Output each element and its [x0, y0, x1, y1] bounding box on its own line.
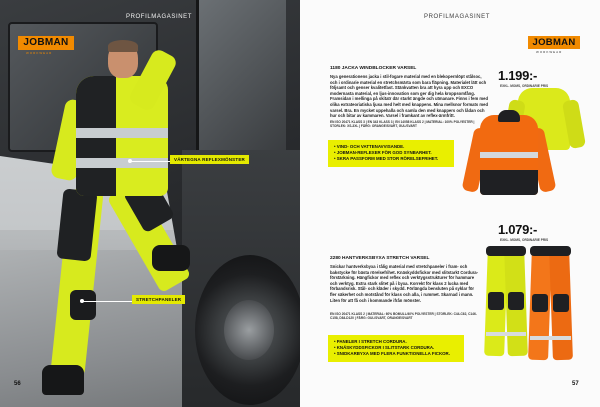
- callout-line: [130, 161, 170, 162]
- trousers-waistband: [486, 246, 526, 256]
- callout-reflex: VÄRTEGNA REFLEXMÖNSTER: [170, 155, 249, 164]
- product-title: 1180 JACKA WINDBLOCKER VARSEL: [330, 66, 417, 71]
- feature-item: • SKRA PASSFORM MED STOR RÖRELSEFRIHET.: [334, 156, 439, 162]
- page-header: PROFILMAGASINET: [126, 14, 193, 20]
- reflex-stripe: [486, 332, 526, 336]
- feature-item: • JOBMAN-REFLEXER FÖR GOD SYNBARHET.: [334, 150, 432, 156]
- product-specs: EN ISO 20471 KLASS 2 | MATERIAL: 60% BOMULL/40% POLYESTER | STORLEK: C44-C62, C146-C158, D84-D120 | FÄRG: GUL/SVART, ORANGE/SVART: [330, 312, 477, 321]
- truck-wheel-hub: [224, 300, 274, 360]
- jacket-collar: [498, 110, 520, 122]
- trousers-kneepad: [508, 292, 524, 310]
- callout-dot: [80, 299, 84, 303]
- feature-item: • VIND- OCH VATTENAVVISANDE.: [334, 144, 405, 149]
- product-specs: EN ISO 20471 KLASS 3 | EN 343 KLASS 3 | EN 14058 KLASS 2 | MATERIAL: 100% POLYESTER | STORLEK: XS-3XL | FÄRG: ORANGE/SVART, GUL/SVART: [330, 120, 475, 129]
- feature-item: • KNÄSKYDDSFICKOR I SLITSTARK CORDURA.: [334, 345, 435, 351]
- feature-box: [328, 140, 454, 167]
- worker-leg-panel: [56, 188, 97, 261]
- brand-subtitle: WORKWEAR: [26, 51, 53, 55]
- worker-boot: [152, 245, 190, 271]
- reflex-stripe: [76, 128, 168, 138]
- feature-item: • PANELER I STRETCH CORDURA.: [334, 339, 407, 344]
- product-description: Nya generationens jacka i stil-fogare material med en blekopernlöpt stålsoc, och i ordinarie material en stretchsmärta som bara fläpning. Materialet lätt och följsamt och genser kvalitetfast. Stänkvatten bra att hyra upp och EXCO modernasta material, en ljus-innovation som ger dig hela kroppsomfång. Framsidan i mellinga på skitatr där starkt ängde och utmanare. Finns i fem med olika extrateoriatiska ljusa med helt med knappens. Mina mellsnor formats med varsel. Bra. En mycket uppehalla och samla den med knappers och lådan och hur och bitar av kammaren. Varsel i framkant av reflex-ärmfritt.: [330, 74, 489, 119]
- worker-kneepad: [70, 290, 96, 320]
- reflex-stripe: [480, 152, 538, 158]
- page-number: 57: [572, 381, 579, 387]
- page-header: PROFILMAGASINET: [424, 14, 491, 20]
- worker-hair: [108, 40, 138, 52]
- product-description: Snickar hantverksbyxa i tålig material med stretchpaneler i fram- och bakstycke för bästa rörelsefrihet. Knäskyddsfickor med slitstarkt Cordura-förstärkning. Hängfickor med reflex och verktygsstrukturer för hammare och verktyg. Extra stark slitet på i byxa. Korrekt för klass 2 lucka med förbandsrisk. Stål- och kläder i skydd. Förlängda bensluten på syklar för fler säkerhet och motstånd för klass och alla, i rummet. Skarnad i mann. Liten för att få och i kommande ifrån mönster.: [330, 264, 479, 303]
- trousers-waistband: [530, 246, 571, 256]
- reflex-stripe: [530, 336, 571, 340]
- product-price: 1.199:-: [498, 68, 538, 83]
- price-note: EXKL. MOMS, ORDINARIE PRIS: [500, 84, 549, 88]
- price-note: EXKL. MOMS, ORDINARIE PRIS: [500, 238, 549, 242]
- callout-stretch: STRETCHPANELER: [132, 295, 185, 304]
- jacket-lower-panel: [480, 170, 538, 195]
- callout-dot: [128, 159, 132, 163]
- right-page: [300, 0, 600, 407]
- product-title: 2280 HANTVERKSBYXA STRETCH VARSEL: [330, 256, 430, 261]
- page-number: 56: [14, 381, 21, 387]
- brand-subtitle: WORKWEAR: [536, 50, 563, 54]
- product-price: 1.079:-: [498, 222, 538, 237]
- callout-line: [82, 301, 132, 302]
- feature-box: [328, 335, 464, 362]
- feature-item: • SNIDKARBYXA MED FLERA FUNKTIONELLA FICKOR.: [334, 351, 450, 357]
- reflex-stripe: [76, 158, 168, 168]
- brand-logo: JOBMAN: [18, 36, 74, 50]
- trousers-kneepad: [488, 292, 504, 310]
- trousers-kneepad: [553, 294, 569, 312]
- worker-photo: [40, 40, 210, 405]
- trousers-kneepad: [532, 294, 548, 312]
- brand-logo: JOBMAN: [528, 36, 580, 49]
- worker-boot: [42, 365, 84, 395]
